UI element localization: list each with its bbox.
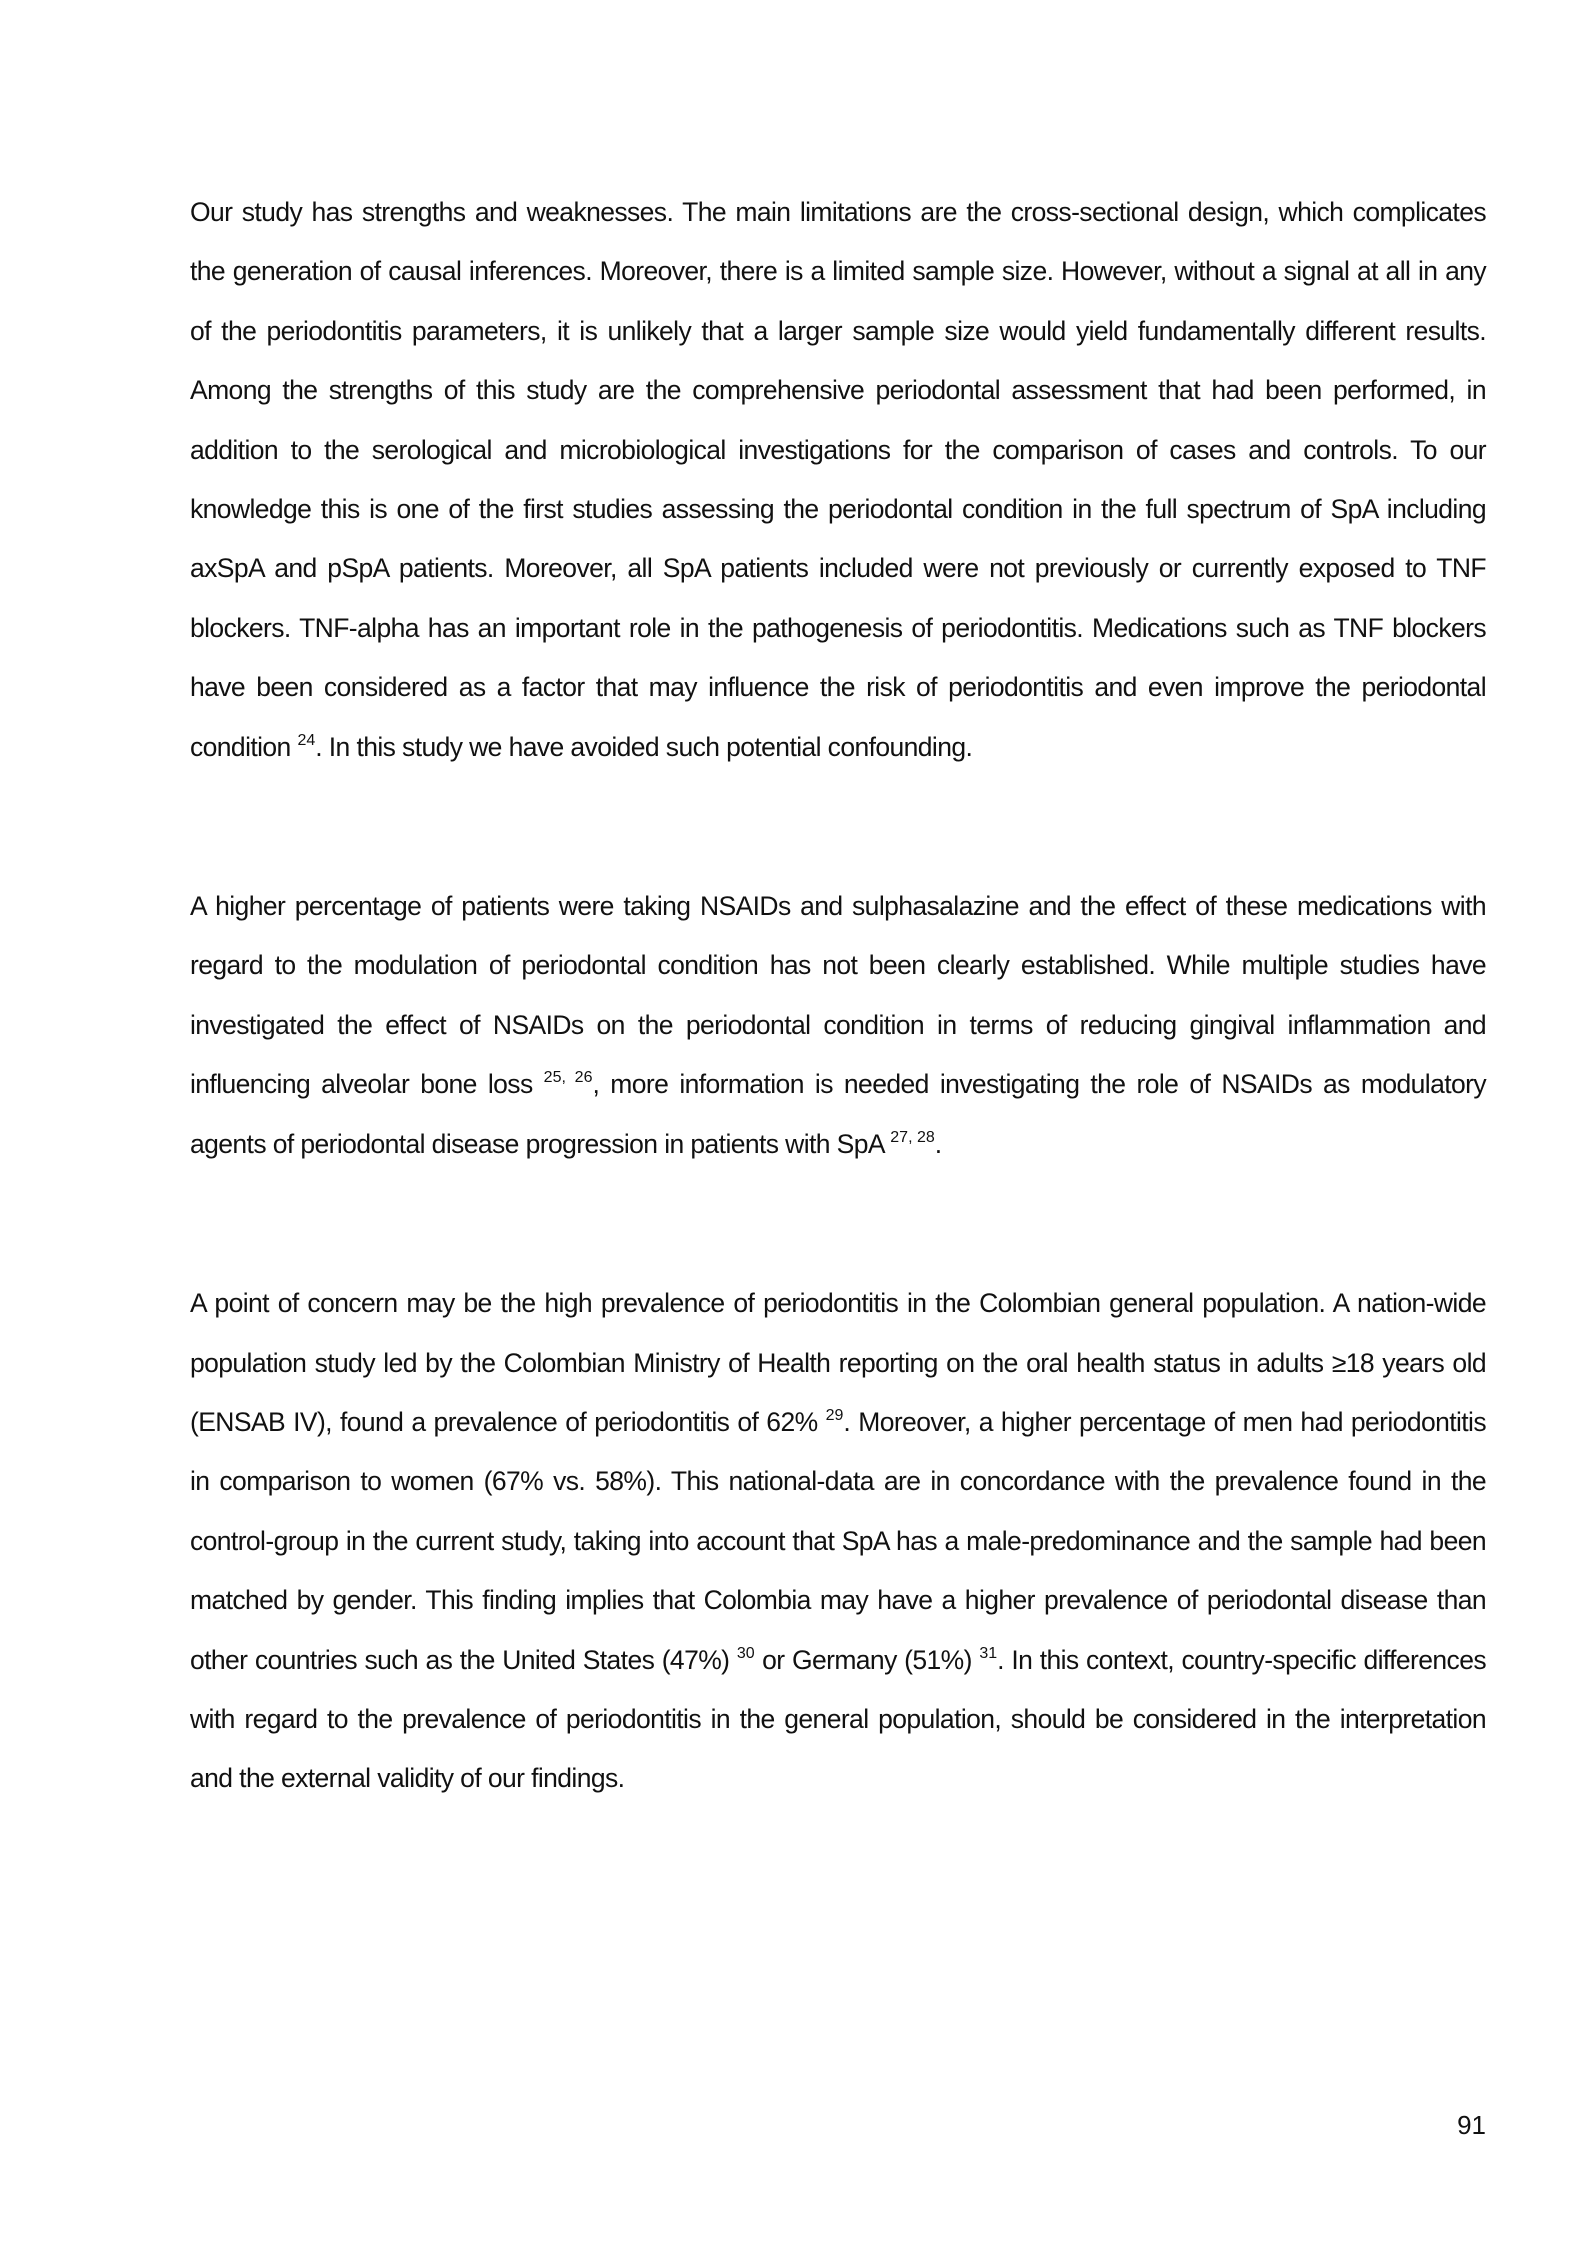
text-run: Our study has strengths and weaknesses. The main limitations are the cross-sectional design, which complicates the generation of causal inferences. Moreover, there is a limited sample size. However, without a signal at all in any of the periodontitis parameters, it is unlikely that a larger sample size would yield fundamentally different results. Among the strengths of this study are the comprehensive periodontal assessment that had been performed, in addition to the serological and microbiological investigations for the comparison of cases and controls. To our knowledge this is one of the first studies assessing the periodontal condition in the full spectrum of SpA including axSpA and pSpA patients. Moreover, all SpA patients included were not previously or currently exposed to TNF blockers. TNF-alpha has an important role in the pathogenesis of periodontitis. Medications such as TNF blockers have been considered as a factor that may influence the risk of periodontitis and even improve the periodontal condition: [190, 197, 1486, 762]
paragraph-colombian-prevalence: [190, 1274, 1486, 1809]
text-run: . In this study we have avoided such potential confounding.: [315, 731, 973, 762]
citation-superscript: 25, 26: [543, 1069, 593, 1087]
citation-superscript: 27, 28: [890, 1128, 935, 1146]
text-run: , more information is needed investigating the role of NSAIDs as modulatory agents of periodontal disease progression in patients with SpA: [190, 1069, 1486, 1159]
text-run: A higher percentage of patients were taking NSAIDs and sulphasalazine and the effect of these medications with regard to the modulation of periodontal condition has not been clearly established. While multiple studies have investigated the effect of NSAIDs on the periodontal condition in terms of reducing gingival inflammation and influencing alveolar bone loss: [190, 891, 1486, 1100]
text-run: . Moreover, a higher percentage of men had periodontitis in comparison to women (67% vs. 58%). This national-data are in concordance with the prevalence found in the control-group in the current study, taking into account that SpA has a male-predominance and the sample had been matched by gender. This finding implies that Colombia may have a higher prevalence of periodontal disease than other countries such as the United States (47%): [190, 1406, 1486, 1675]
citation-superscript: 30: [736, 1644, 755, 1662]
text-run: . In this context, country-specific differences with regard to the prevalence of periodontitis in the general population, should be considered in the interpretation and the external validity of our findings.: [190, 1644, 1486, 1794]
citation-superscript: 29: [825, 1406, 844, 1424]
text-run: A point of concern may be the high prevalence of periodontitis in the Colombian general population. A nation-wide population study led by the Colombian Ministry of Health reporting on the oral health status in adults ≥18 years old (ENSAB IV), found a prevalence of periodontitis of 62%: [190, 1288, 1486, 1437]
paragraph-nsaids: [190, 877, 1486, 1174]
page-body: [190, 183, 1486, 1809]
citation-superscript: 24: [297, 731, 316, 749]
paragraph-strengths-weaknesses: [190, 183, 1486, 777]
text-run: .: [934, 1128, 942, 1159]
page-number: 91: [1457, 2110, 1486, 2140]
citation-superscript: 31: [979, 1644, 998, 1662]
text-run: or Germany (51%): [754, 1644, 980, 1675]
